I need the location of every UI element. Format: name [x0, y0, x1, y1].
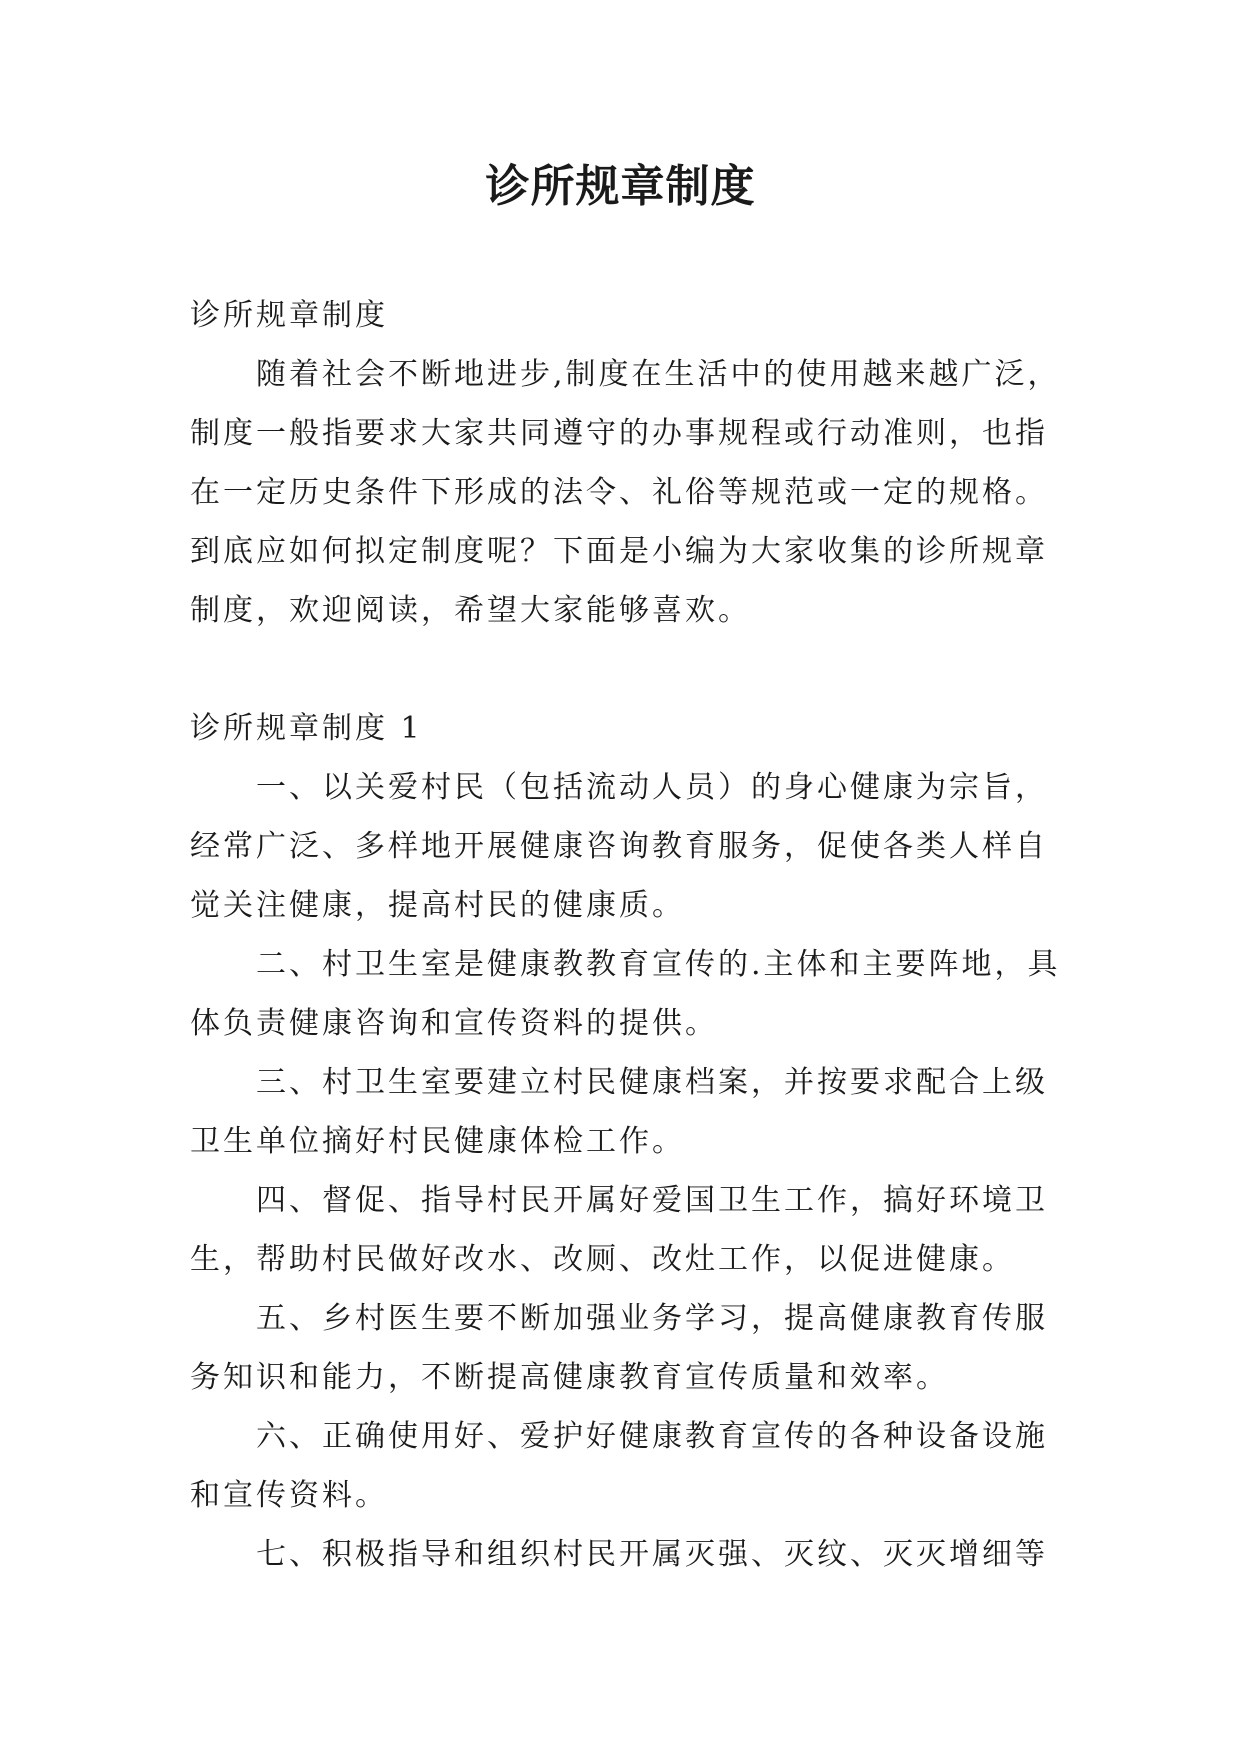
rule-item-5: 五、乡村医生要不断加强业务学习，提高健康教育传服务知识和能力，不断提高健康教育宣传质量和效率。 [190, 1301, 1048, 1395]
rule-item-2: 二、村卫生室是健康教教育宣传的.主体和主要阵地，具体负责健康咨询和宣传资料的提供。 [190, 947, 1061, 1041]
rule-item-4: 四、督促、指导村民开属好爱国卫生工作，搞好环境卫生，帮助村民做好改水、改厕、改灶工作，以促进健康。 [190, 1183, 1048, 1277]
intro-paragraph: 随着社会不断地进步,制度在生活中的使用越来越广泛，制度一般指要求大家共同遵守的办事规程或行动准则，也指在一定历史条件下形成的法令、礼俗等规范或一定的规格。到底应如何拟定制度呢？下面是小编为大家收集的诊所规章制度，欢迎阅读，希望大家能够喜欢。 [190, 357, 1061, 628]
rule-item-6: 六、正确使用好、爱护好健康教育宣传的各种设备设施和宣传资料。 [190, 1419, 1048, 1513]
section-spacer [190, 640, 1070, 699]
rule-item-7: 七、积极指导和组织村民开属灭强、灭纹、灭灭增细等 [256, 1537, 1048, 1572]
document-body [190, 286, 1070, 1584]
section-heading: 诊所规章制度 1 [190, 711, 423, 746]
rule-item-1: 一、以关爱村民（包括流动人员）的身心健康为宗旨，经常广泛、多样地开展健康咨询教育服务，促使各类人样自觉关注健康，提高村民的健康质。 [190, 770, 1048, 923]
document-title: 诊所规章制度 [485, 161, 756, 212]
rule-item-3: 三、村卫生室要建立村民健康档案，并按要求配合上级卫生单位摘好村民健康体检工作。 [190, 1065, 1048, 1159]
intro-heading: 诊所规章制度 [190, 298, 388, 333]
